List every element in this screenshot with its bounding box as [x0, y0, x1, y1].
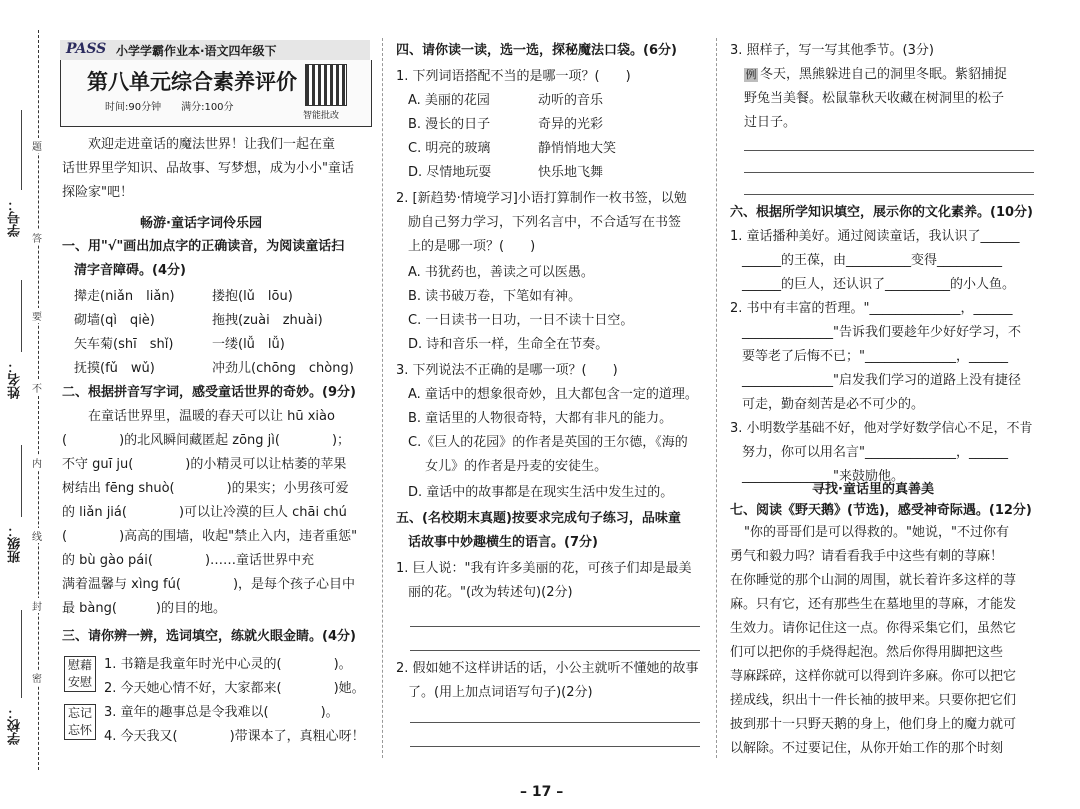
q4-2-stem: 上的是哪一项？( ) — [408, 239, 536, 254]
q6-line[interactable]: ______________"启发我们学习的道路上没有捷径 — [742, 373, 1021, 388]
q2-line[interactable]: ( )的北风瞬间藏匿起 zōng jì( )； — [62, 433, 351, 448]
page-title: 第八单元综合素养评价 — [87, 69, 297, 94]
q1-item[interactable]: 一缕(lǚ lǚ) — [212, 337, 285, 352]
column-divider — [716, 38, 717, 758]
word-choice-box — [64, 656, 96, 692]
word-choice-box — [64, 704, 96, 740]
q4-1-option[interactable]: A. 美丽的花园 — [408, 93, 490, 108]
answer-line[interactable] — [410, 722, 700, 723]
q4-3-option[interactable]: C.《巨人的花园》的作者是英国的王尔德，《海的 — [408, 435, 688, 450]
class-label: 班级： — [8, 524, 23, 563]
margin-char: 题 — [32, 138, 42, 153]
answer-line[interactable] — [410, 650, 700, 651]
example-tag: 例 — [745, 68, 757, 81]
q5-title-cont: 话故事中妙趣横生的语言。(7分) — [408, 535, 598, 550]
q7-title: 七、阅读《野天鹅》(节选)，感受神奇际遇。(12分) — [730, 503, 1032, 518]
q6-line: 可走，勤奋刻苦是必不可少的。 — [742, 397, 925, 412]
answer-line[interactable] — [410, 626, 700, 627]
q3-item[interactable]: 1. 书籍是我童年时光中心灵的( )。 — [104, 657, 352, 672]
q1-item[interactable]: 冲劲儿(chōng chòng) — [212, 361, 354, 376]
q4-3-option[interactable]: D. 童话中的故事都是在现实生活中发生过的。 — [408, 485, 674, 500]
q6-line[interactable]: 1. 童话播种美好。通过阅读童话，我认识了______ — [730, 229, 1020, 244]
q4-2-option[interactable]: A. 书犹药也，善读之可以医愚。 — [408, 265, 594, 280]
q3-title: 三、请你辨一辨，选词填空，练就火眼金睛。(4分) — [62, 629, 356, 644]
margin-char: 要 — [32, 308, 42, 323]
class-field[interactable] — [21, 445, 22, 517]
q4-1-stem: 1. 下列词语搭配不当的是哪一项？( ) — [396, 69, 631, 84]
answer-line[interactable] — [744, 194, 1034, 195]
q3-item[interactable]: 3. 童年的趣事总是令我难以( )。 — [104, 705, 339, 720]
word-option: 安慰 — [68, 675, 93, 689]
margin-char: 不 — [32, 380, 42, 395]
example-line: 过日子。 — [744, 115, 797, 130]
q4-2-stem: 励自己努力学习，下列名言中，不合适写在书签 — [408, 215, 682, 230]
q4-2-stem: 2. [新趋势·情境学习]小语打算制作一枚书签，以勉 — [396, 191, 687, 206]
q5-2-stem: 2. 假如她不这样讲话的话，小公主就听不懂她的故事 — [396, 661, 699, 676]
q6-line[interactable]: ______________"告诉我们要趁年少好好学习，不 — [742, 325, 1021, 340]
series-bar — [60, 40, 370, 61]
reading-text: 在你睡觉的那个山洞的周围，就长着许多这样的荨 — [730, 573, 1017, 588]
reading-text: 麻。只有它，还有那些生在墓地里的荨麻，才能发 — [730, 597, 1017, 612]
q3-item[interactable]: 4. 今天我又( )带课本了，真粗心呀！ — [104, 729, 365, 744]
q6-line[interactable]: ______的巨人，还认识了__________的小人鱼。 — [742, 277, 1016, 292]
q6-title: 六、根据所学知识填空，展示你的文化素养。(10分) — [730, 205, 1033, 220]
student-id-field[interactable] — [21, 110, 22, 190]
exam-meta: 时间:90分钟 满分:100分 — [105, 102, 234, 113]
intro-line: 探险家"吧！ — [62, 185, 133, 200]
q3-item[interactable]: 2. 今天她心情不好，大家都来( )她。 — [104, 681, 365, 696]
margin-char: 答 — [32, 230, 42, 245]
q4-3-stem: 3. 下列说法不正确的是哪一项？( ) — [396, 363, 618, 378]
q3-right-title: 3. 照样子，写一写其他季节。(3分) — [730, 43, 934, 58]
q2-line[interactable]: 不守 guī ju( )的小精灵可以让枯萎的苹果 — [62, 457, 347, 472]
example-line — [744, 66, 1007, 84]
q2-line: 在童话世界里，温暖的春天可以让 hū xiào — [88, 409, 335, 424]
word-option: 忘怀 — [68, 723, 93, 737]
q5-1-stem: 丽的花。"(改为转述句)(2分) — [408, 585, 573, 600]
page-number: – 17 – — [520, 784, 564, 800]
q1-title: 一、用"√"画出加点字的正确读音，为阅读童话扫 — [62, 239, 345, 254]
q1-item[interactable]: 抚摸(fǔ wǔ) — [74, 361, 155, 376]
example-line: 野兔当美餐。松鼠靠秋天收藏在树洞里的松子 — [744, 91, 1005, 106]
intro-line: 话世界里学知识、品故事、写梦想，成为小小"童话 — [62, 161, 354, 176]
name-field[interactable] — [21, 280, 22, 352]
q6-line: 3. 小明数学基础不好，他对学好数学信心不足，不肯 — [730, 421, 1033, 436]
q4-3-option[interactable]: B. 童话里的人物很奇特，大都有非凡的能力。 — [408, 411, 673, 426]
example-text: 冬天，黑熊躲进自己的洞里冬眠。紫貂捕捉 — [760, 67, 1008, 82]
q4-2-option[interactable]: D. 诗和音乐一样，生命全在节奏。 — [408, 337, 609, 352]
q2-line[interactable]: 最 bàng( )的目的地。 — [62, 601, 226, 616]
school-field[interactable] — [21, 610, 22, 698]
reading-text: 们可以把你的手烧得起泡。然后你得用脚把这些 — [730, 645, 1004, 660]
q4-title: 四、请你读一读，选一选，探秘魔法口袋。(6分) — [396, 43, 677, 58]
q1-item[interactable]: 拖拽(zuài zhuài) — [212, 313, 323, 328]
section-heading: 寻找·童话里的真善美 — [812, 482, 934, 497]
qr-code-icon[interactable] — [305, 64, 347, 106]
q4-1-option[interactable]: B. 漫长的日子 — [408, 117, 491, 132]
pass-logo: PASS — [66, 41, 107, 57]
q4-3-option[interactable]: A. 童话中的想象很奇妙，且大都包含一定的道理。 — [408, 387, 698, 402]
reading-text: 生效力。请你记住这一点。你得采集它们，虽然它 — [730, 621, 1017, 636]
title-box — [60, 60, 372, 127]
binding-margin — [0, 30, 52, 790]
reading-text: "你的哥哥们是可以得救的。"她说，"不过你有 — [744, 525, 1009, 540]
answer-line[interactable] — [744, 150, 1034, 151]
q4-1-option[interactable]: 动听的音乐 — [538, 93, 604, 108]
qr-label: 智能批改 — [303, 111, 340, 121]
q2-line[interactable]: 满着温馨与 xìng fú( )，是每个孩子心目中 — [62, 577, 356, 592]
q5-title: 五、(名校期末真题)按要求完成句子练习，品味童 — [396, 511, 681, 526]
school-label: 学校： — [8, 706, 23, 745]
q6-line[interactable]: ______________"来鼓励他。 — [742, 469, 904, 484]
q4-2-option[interactable]: B. 读书破万卷，下笔如有神。 — [408, 289, 582, 304]
q4-2-option[interactable]: C. 一日读书一日功，一日不读十日空。 — [408, 313, 634, 328]
q4-1-option[interactable]: 静悄悄地大笑 — [538, 141, 617, 156]
q2-line[interactable]: ( )高高的围墙，收起"禁止入内，违者重惩" — [62, 529, 358, 544]
word-option: 慰藉 — [68, 658, 93, 672]
q2-line[interactable]: 的 bù gào pái( )……童话世界中充 — [62, 553, 315, 568]
answer-line[interactable] — [410, 746, 700, 747]
margin-char: 内 — [32, 455, 42, 470]
q1-item[interactable]: 撵走(niǎn liǎn) — [74, 289, 175, 304]
section-heading: 畅游·童话字词伶乐园 — [140, 216, 262, 231]
intro-line: 欢迎走进童话的魔法世界！让我们一起在童 — [88, 137, 336, 152]
answer-line[interactable] — [744, 172, 1034, 173]
q4-1-option[interactable]: 快乐地飞舞 — [538, 165, 604, 180]
q6-line[interactable]: 努力，你可以用名言"______________，______ — [742, 445, 1008, 460]
reading-text: 以解除。不过要记住，从你开始工作的那个时刻 — [730, 741, 1004, 756]
q4-1-option[interactable]: 奇异的光彩 — [538, 117, 604, 132]
q1-item[interactable]: 矢车菊(shī shǐ) — [74, 337, 174, 352]
q1-item[interactable]: 砌墙(qì qiè) — [74, 313, 155, 328]
q4-1-option[interactable]: C. 明亮的玻璃 — [408, 141, 491, 156]
series-title: 小学学霸作业本·语文四年级下 — [116, 44, 277, 58]
q6-line[interactable]: 2. 书中有丰富的哲理。"______________，______ — [730, 301, 1013, 316]
margin-char: 密 — [32, 670, 42, 685]
q5-2-stem: 了。(用上加点词语写句子)(2分) — [408, 685, 593, 700]
q2-line[interactable]: 树结出 fēng shuò( )的果实；小男孩可爱 — [62, 481, 349, 496]
q4-3-option-cont: 女儿》的作者是丹麦的安徒生。 — [408, 459, 608, 474]
reading-text: 搓成线，织出十一件长袖的披甲来。只要你把它们 — [730, 693, 1017, 708]
q6-line[interactable]: ______的王葆，由__________变得__________ — [742, 253, 1003, 268]
reading-text: 披到那十一只野天鹅的身上，他们身上的魔力就可 — [730, 717, 1017, 732]
margin-char: 线 — [32, 528, 42, 543]
q1-title-cont: 清字音障碍。(4分) — [74, 263, 186, 278]
column-divider — [382, 38, 383, 758]
q2-line[interactable]: 的 liǎn jiá( )可以让冷漠的巨人 chāi chú — [62, 505, 347, 520]
q2-title: 二、根据拼音写字词，感受童话世界的奇妙。(9分) — [62, 385, 356, 400]
q4-1-option[interactable]: D. 尽情地玩耍 — [408, 165, 492, 180]
q1-item[interactable]: 搂抱(lǔ lōu) — [212, 289, 293, 304]
q5-1-stem: 1. 巨人说："我有许多美丽的花，可孩子们却是最美 — [396, 561, 692, 576]
student-id-label: 学号： — [8, 198, 23, 237]
q6-line[interactable]: 要等老了后悔不已；"______________，______ — [742, 349, 1008, 364]
word-option: 忘记 — [68, 706, 93, 720]
name-label: 姓名： — [8, 360, 23, 399]
reading-text: 勇气和毅力吗？请看看我手中这些有刺的荨麻！ — [730, 549, 1004, 564]
reading-text: 荨麻踩碎，这样你就可以得到许多麻。你可以把它 — [730, 669, 1017, 684]
margin-char: 封 — [32, 598, 42, 613]
